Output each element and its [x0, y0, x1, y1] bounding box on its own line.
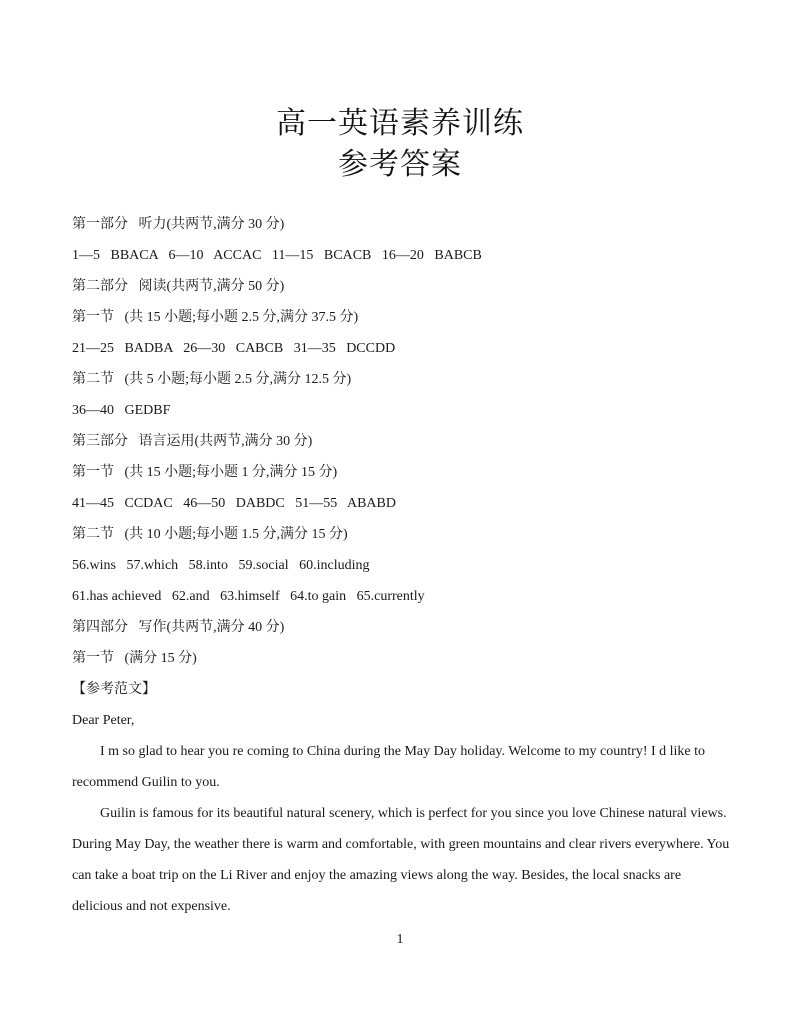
answer-line-cloze: 41—45 CCDAC 46—50 DABDC 51—55 ABABD — [72, 496, 396, 511]
subsection-heading-3-1: 第一节 (共 15 小题;每小题 1 分,满分 15 分) — [72, 465, 338, 480]
essay-paragraph-1 — [72, 736, 732, 798]
section-heading-part4: 第四部分 写作(共两节,满分 40 分) — [72, 620, 285, 635]
section-heading-part3: 第三部分 语言运用(共两节,满分 30 分) — [72, 434, 313, 449]
answer-line-reading-2: 36—40 GEDBF — [72, 403, 171, 418]
answer-line-grammar-1: 56.wins 57.which 58.into 59.social 60.including — [72, 558, 370, 573]
document-subtitle: 参考答案 — [338, 147, 462, 182]
answer-line-listening: 1—5 BBACA 6—10 ACCAC 11—15 BCACB 16—20 BABCB — [72, 248, 482, 263]
subsection-heading-4-1: 第一节 (满分 15 分) — [72, 651, 197, 666]
sample-essay-label: 【参考范文】 — [72, 682, 156, 697]
essay-paragraph-1-text: I m so glad to hear you re coming to China during the May Day holiday. Welcome to my country! I d like to recommend Guilin to you. — [72, 744, 706, 790]
subsection-heading-2-1: 第一节 (共 15 小题;每小题 2.5 分,满分 37.5 分) — [72, 310, 359, 325]
answer-line-grammar-2: 61.has achieved 62.and 63.himself 64.to gain 65.currently — [72, 589, 425, 604]
answer-line-reading-1: 21—25 BADBA 26—30 CABCB 31—35 DCCDD — [72, 341, 396, 356]
letter-salutation: Dear Peter, — [72, 713, 135, 728]
subsection-heading-3-2: 第二节 (共 10 小题;每小题 1.5 分,满分 15 分) — [72, 527, 348, 542]
essay-paragraph-2-text: Guilin is famous for its beautiful natural scenery, which is perfect for you since you love Chinese natural views. During May Day, the weather there is warm and comfortable, with green mountains and clear rivers everywhere. You can take a boat trip on the Li River and enjoy the amazing views along the way. Besides, the local snacks are delicious and not expensive. — [72, 806, 730, 914]
section-heading-part2: 第二部分 阅读(共两节,满分 50 分) — [72, 279, 285, 294]
document-title: 高一英语素养训练 — [276, 106, 524, 141]
page-number: 1 — [396, 932, 404, 947]
essay-paragraph-2 — [72, 798, 732, 922]
subsection-heading-2-2: 第二节 (共 5 小题;每小题 2.5 分,满分 12.5 分) — [72, 372, 352, 387]
section-heading-part1: 第一部分 听力(共两节,满分 30 分) — [72, 217, 285, 232]
